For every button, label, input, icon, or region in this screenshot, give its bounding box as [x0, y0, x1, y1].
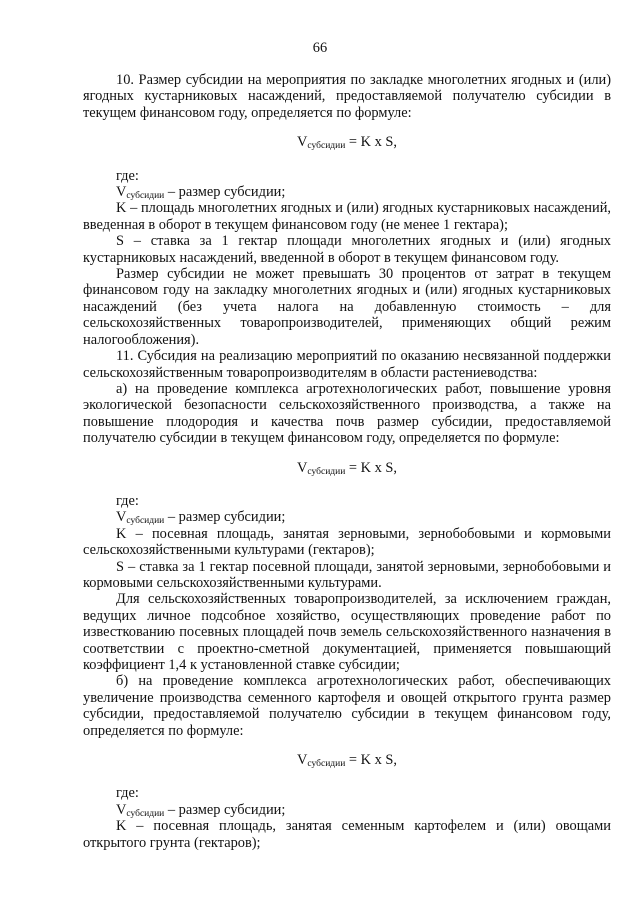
- k-definition: K – посевная площадь, занятая семенным картофелем и (или) овощами открытого грунта (гектаров);: [83, 818, 611, 851]
- subsidy-limit: Размер субсидии не может превышать 30 процентов от затрат в текущем финансовом году на закладку многолетних ягодных и (или) ягодных кустарниковых насаждений (без учета налога на добавленную стоимость – для сельскохозяйственных товаропроизводителей, применяющих общий режим налогообложения).: [83, 266, 611, 348]
- paragraph-10-intro: 10. Размер субсидии на мероприятия по закладке многолетних ягодных и (или) ягодных кустарниковых насаждений, предоставляемой получателю субсидии в текущем финансовом году, определяется по формуле:: [83, 72, 611, 121]
- s-definition: S – ставка за 1 гектар посевной площади, занятой зерновыми, зернобобовыми и кормовыми сельскохозяйственными культурами.: [83, 558, 611, 591]
- subpoint-a: а) на проведение комплекса агротехнологических работ, повышение уровня экологической безопасности сельскохозяйственного производства, а также на повышение плодородия и качества почв размер субсидии, предоставляемой получателю субсидии в текущем финансовом году, определяется по формуле:: [83, 380, 611, 447]
- page-number: 66: [312, 40, 328, 56]
- formula-11a: $V_{субсидии} = K$ x S,: [297, 459, 397, 477]
- v-definition: $V_{субсидии}$ – размер субсидии;: [116, 509, 286, 527]
- where-label: где:: [116, 167, 139, 184]
- formula-11b: $V_{субсидии} = K$ x S,: [297, 752, 397, 770]
- where-label: где:: [116, 785, 139, 802]
- document-body: [83, 72, 611, 851]
- s-definition: S – ставка за 1 гектар площади многолетних ягодных и (или) ягодных кустарниковых насаждений, введенной в оборот в текущем финансовом году.: [83, 233, 611, 266]
- subpoint-b: б) на проведение комплекса агротехнологических работ, обеспечивающих увеличение производства семенного картофеля и овощей открытого грунта размер субсидии, предоставляемой получателю субсидии в текущем финансовом году, определяется по формуле:: [83, 673, 611, 739]
- coefficient-paragraph: Для сельскохозяйственных товаропроизводителей, за исключением граждан, ведущих личное подсобное хозяйство, осуществляющих проведение работ по известкованию посевных площадей почв земель сельскохозяйственного назначения в соответствии с проектно-сметной документацией, применяется повышающий коэффициент 1,4 к установленной ставке субсидии;: [83, 591, 611, 673]
- where-label: где:: [116, 492, 139, 509]
- v-definition: $V_{субсидии}$ – размер субсидии;: [116, 801, 286, 819]
- paragraph-11-intro: 11. Субсидия на реализацию мероприятий по оказанию несвязанной поддержки сельскохозяйственным товаропроизводителям в области растениеводства:: [83, 348, 611, 381]
- v-definition: $V_{субсидии}$ – размер субсидии;: [116, 184, 286, 202]
- k-definition: K – посевная площадь, занятая зерновыми, зернобобовыми и кормовыми сельскохозяйственными культурами (гектаров);: [83, 525, 611, 559]
- formula-10: $V_{субсидии} = K$ x S,: [297, 134, 397, 152]
- k-definition: K – площадь многолетних ягодных и (или) ягодных кустарниковых насаждений, введенная в оборот в текущем финансовом году (не менее 1 гектара);: [83, 200, 611, 233]
